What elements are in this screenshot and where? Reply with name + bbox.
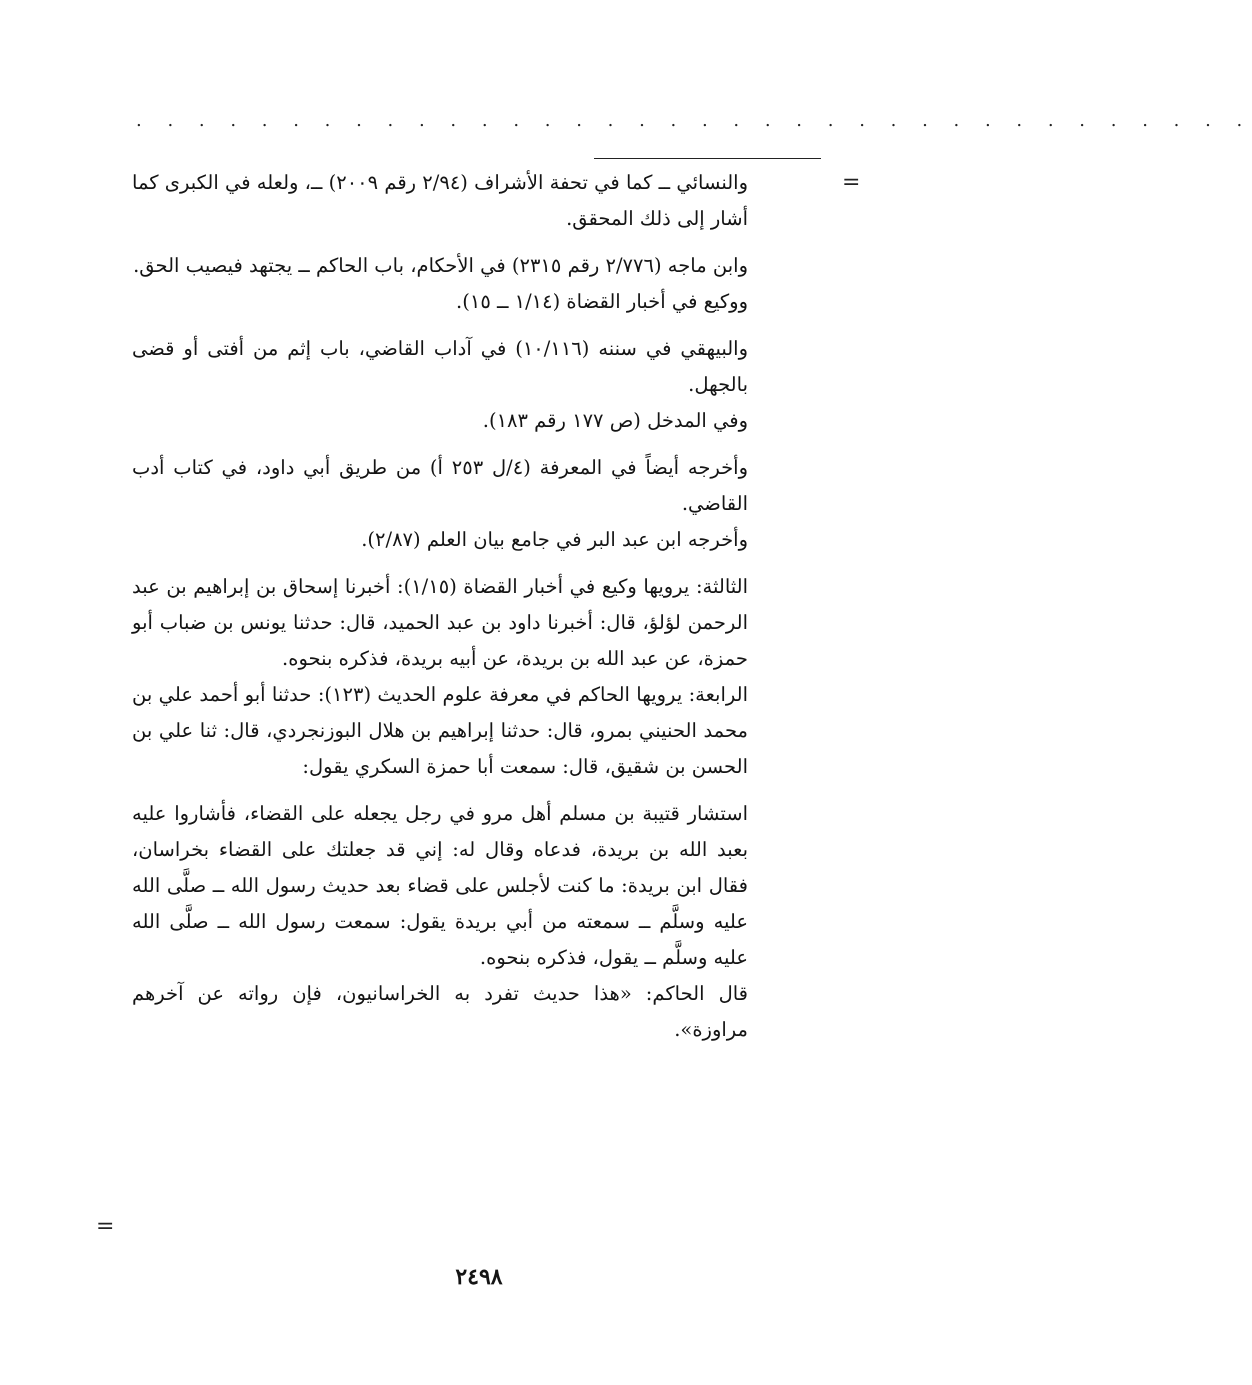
paragraph-qutayba-story: استشار قتيبة بن مسلم أهل مرو في رجل يجعله على القضاء، فأشاروا عليه بعبد الله بن بريدة، فدعاه وقال له: إني قد جعلتك على القضاء بخراسان، فقال ابن بريدة: ما كنت لأجلس على قضاء بعد حديث رسول الله ــ صلَّى الله عليه وسلَّم ــ سمعته من أبي بريدة يقول: سمعت رسول الله ــ صلَّى الله عليه وسلَّم ــ يقول، فذكره بنحوه.: [132, 802, 748, 969]
paragraph-bayhaqi: والبيهقي في سننه (١٠/١١٦) في آداب القاضي، باب إثم من أفتى أو قضى بالجهل.: [132, 337, 748, 396]
continuation-mark-top: =: [842, 170, 861, 195]
paragraph-madkhal: وفي المدخل (ص ١٧٧ رقم ١٨٣).: [482, 409, 748, 432]
paragraph-nasai: والنسائي ــ كما في تحفة الأشراف (٢/٩٤ رقم ٢٠٠٩) ــ، ولعله في الكبرى كما أشار إلى ذلك المحقق.: [132, 171, 749, 230]
footnote-text: [132, 165, 748, 1048]
paragraph-waki: ووكيع في أخبار القضاة (١/١٤ ــ ١٥).: [456, 290, 748, 313]
paragraph-marifa: وأخرجه أيضاً في المعرفة (٤/ل ٢٥٣ أ) من طريق أبي داود، في كتاب أدب القاضي.: [132, 456, 749, 515]
paragraph-hakim-comment: قال الحاكم: «هذا حديث تفرد به الخراسانيون، فإن رواته عن آخرهم مراوزة».: [132, 982, 748, 1041]
continuation-mark-bottom: =: [96, 1214, 115, 1239]
dotted-separator: . . . . . . . . . . . . . . . . . . . . . . . . . . . . . . . . . . . .: [136, 110, 1252, 131]
paragraph-fourth-route: الرابعة: يرويها الحاكم في معرفة علوم الحديث (١٢٣): حدثنا أبو أحمد علي بن محمد الحنيني بمرو، قال: حدثنا إبراهيم بن هلال البوزنجردي، قال: ثنا علي بن الحسن بن شقيق، قال: سمعت أبا حمزة السكري يقول:: [132, 683, 748, 778]
paragraph-ibn-majah: وابن ماجه (٢/٧٧٦ رقم ٢٣١٥) في الأحكام، باب الحاكم ــ يجتهد فيصيب الحق.: [133, 254, 748, 277]
footnote-rule: [594, 158, 821, 159]
paragraph-third-route: الثالثة: يرويها وكيع في أخبار القضاة (١/١٥): أخبرنا إسحاق بن إبراهيم بن عبد الرحمن لؤلؤ، قال: أخبرنا داود بن عبد الحميد، قال: حدثنا يونس بن ضباب أبو حمزة، عن عبد الله بن بريدة، عن أبيه بريدة، فذكره بنحوه.: [132, 575, 749, 670]
paragraph-ibn-abd-al-barr: وأخرجه ابن عبد البر في جامع بيان العلم (٢/٨٧).: [361, 528, 748, 551]
page-number: ٢٤٩٨: [455, 1264, 503, 1290]
